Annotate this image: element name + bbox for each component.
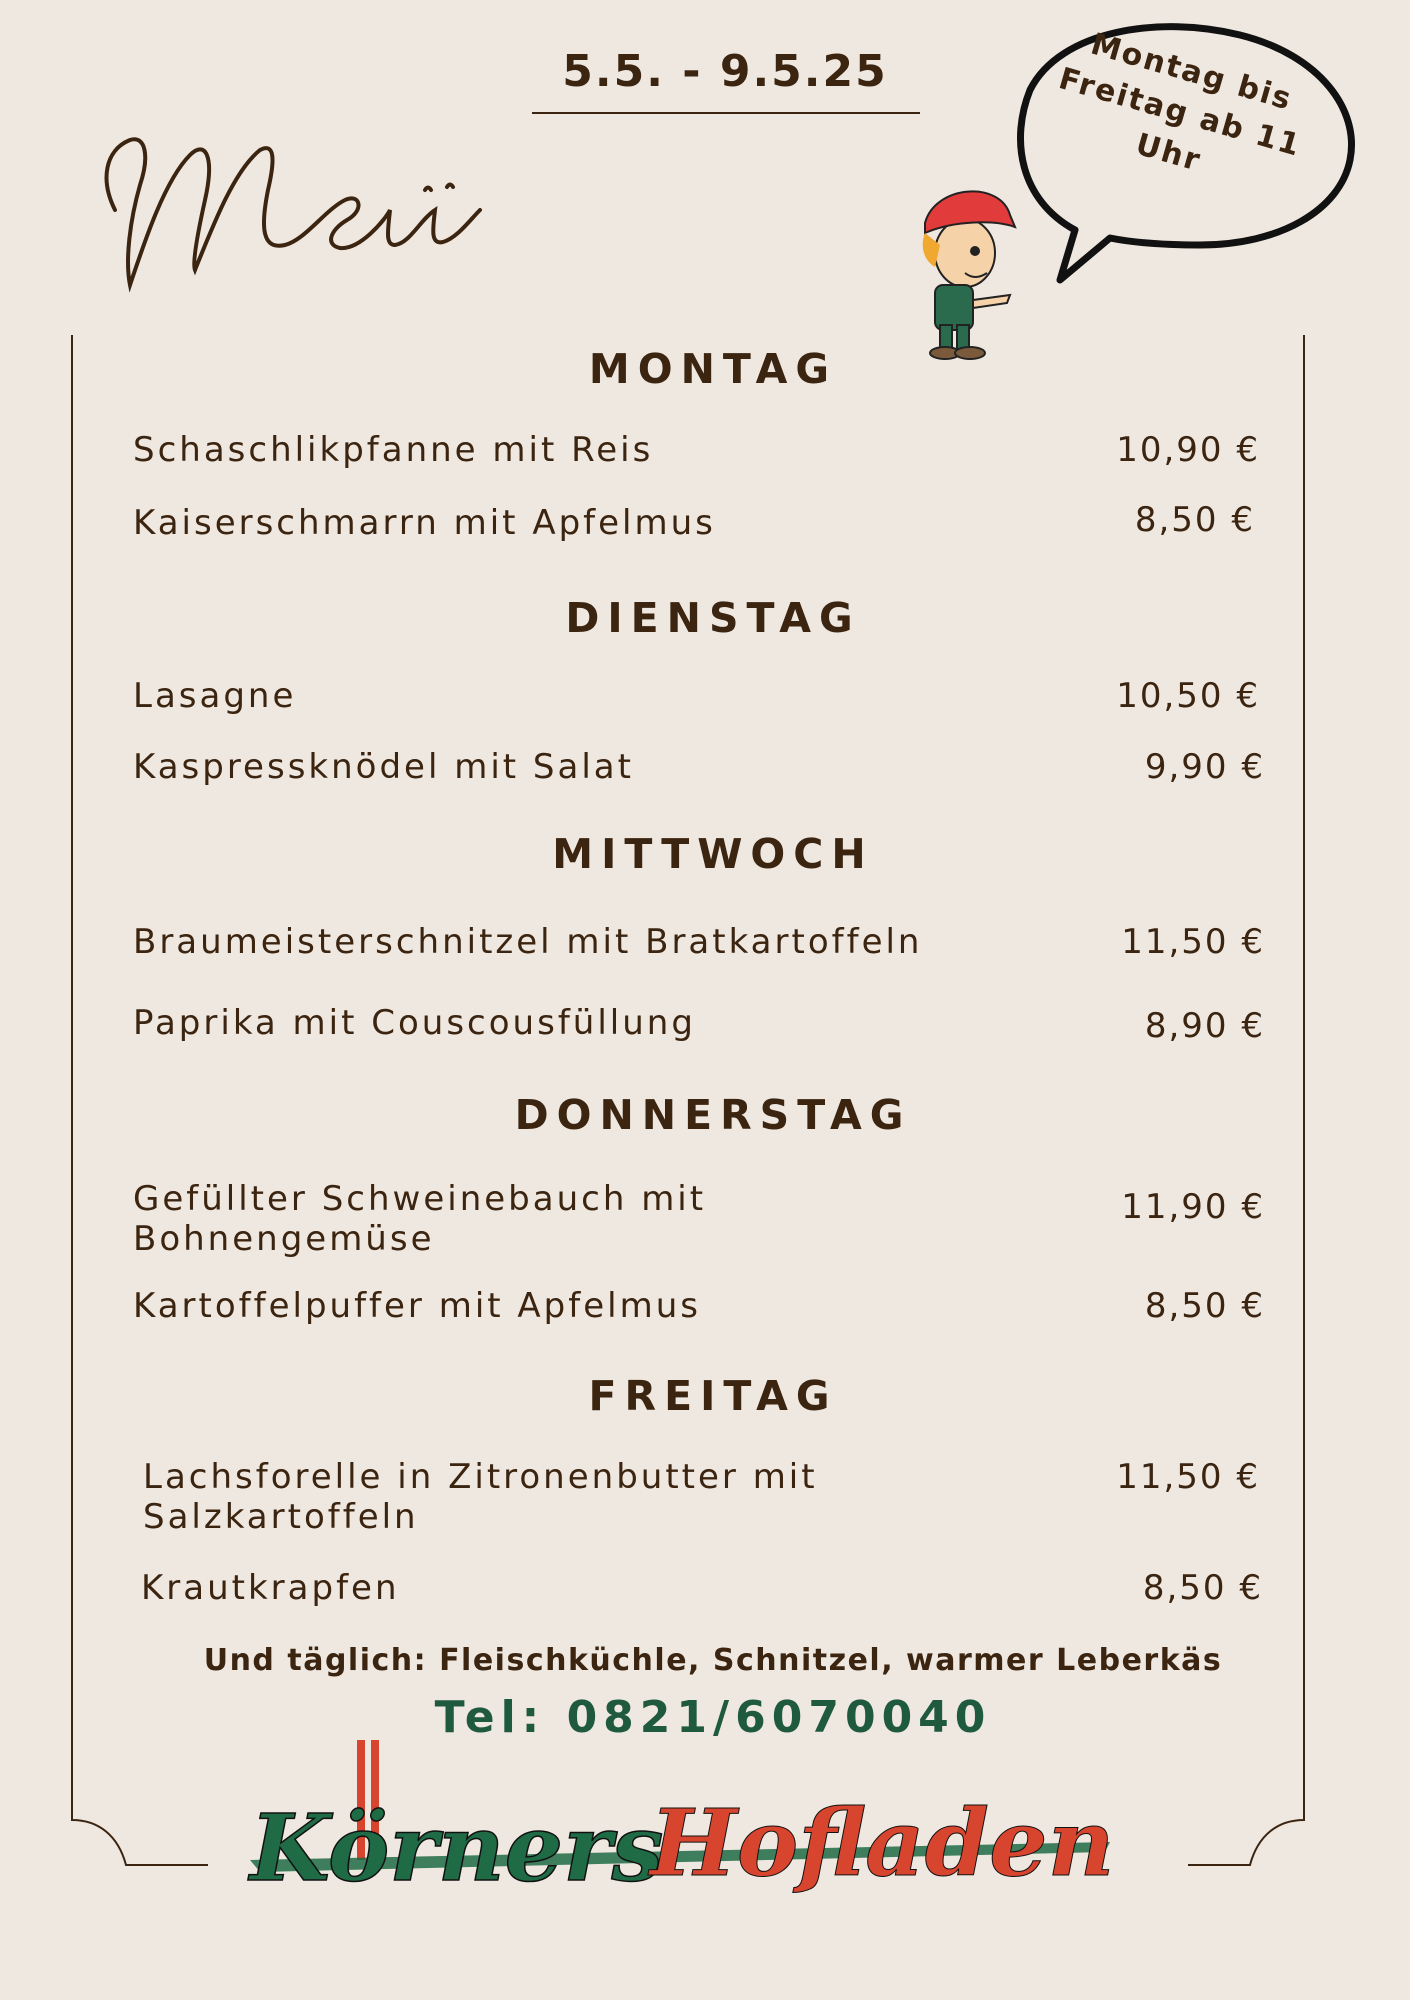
day-heading-freitag: FREITAG <box>588 1372 838 1420</box>
logo-part-hofladen: Hofladen <box>650 1789 1115 1897</box>
dish-name: Kaiserschmarrn mit Apfelmus <box>133 503 716 543</box>
dish-price: 11,50 € <box>1116 1457 1260 1497</box>
dish-price: 10,90 € <box>1116 430 1260 470</box>
dish-price: 11,50 € <box>1121 922 1265 962</box>
dish-name: Gefüllter Schweinebauch mit Bohnengemüse <box>133 1179 707 1259</box>
dish-name: Kaspressknödel mit Salat <box>133 747 634 787</box>
dish-price: 10,50 € <box>1116 676 1260 716</box>
phone-number: Tel: 0821/6070040 <box>434 1692 992 1743</box>
dish-price: 11,90 € <box>1121 1187 1265 1227</box>
day-heading-montag: MONTAG <box>588 345 838 393</box>
dish-price: 9,90 € <box>1144 747 1265 787</box>
logo-part-koerners: Körners <box>250 1794 664 1902</box>
koerners-hofladen-logo <box>230 1730 1150 1920</box>
dish-name: Schaschlikpfanne mit Reis <box>133 430 654 470</box>
dish-name: Lachsforelle in Zitronenbutter mit Salzkartoffeln <box>143 1457 818 1537</box>
dish-price: 8,50 € <box>1144 1286 1265 1326</box>
dish-name: Krautkrapfen <box>141 1568 400 1608</box>
day-heading-mittwoch: MITTWOCH <box>552 830 874 878</box>
date-range: 5.5. - 9.5.25 <box>562 46 888 97</box>
dish-price: 8,50 € <box>1142 1568 1263 1608</box>
dish-price: 8,90 € <box>1144 1006 1265 1046</box>
opening-hours-text: Montag bis Freitag ab 11 Uhr <box>1054 26 1306 179</box>
dish-price: 8,50 € <box>1134 500 1255 540</box>
dish-name: Braumeisterschnitzel mit Bratkartoffeln <box>133 922 923 962</box>
day-heading-dienstag: DIENSTAG <box>565 594 861 642</box>
daily-specials: Und täglich: Fleischküchle, Schnitzel, warmer Leberkäs <box>203 1643 1223 1678</box>
dish-name: Paprika mit Couscousfüllung <box>133 1003 696 1043</box>
date-underline <box>532 112 920 114</box>
mascot-boy-icon <box>895 175 1025 360</box>
day-heading-donnerstag: DONNERSTAG <box>514 1091 912 1139</box>
dish-name: Lasagne <box>133 676 297 716</box>
menu-title <box>85 60 505 300</box>
dish-name: Kartoffelpuffer mit Apfelmus <box>133 1286 701 1326</box>
